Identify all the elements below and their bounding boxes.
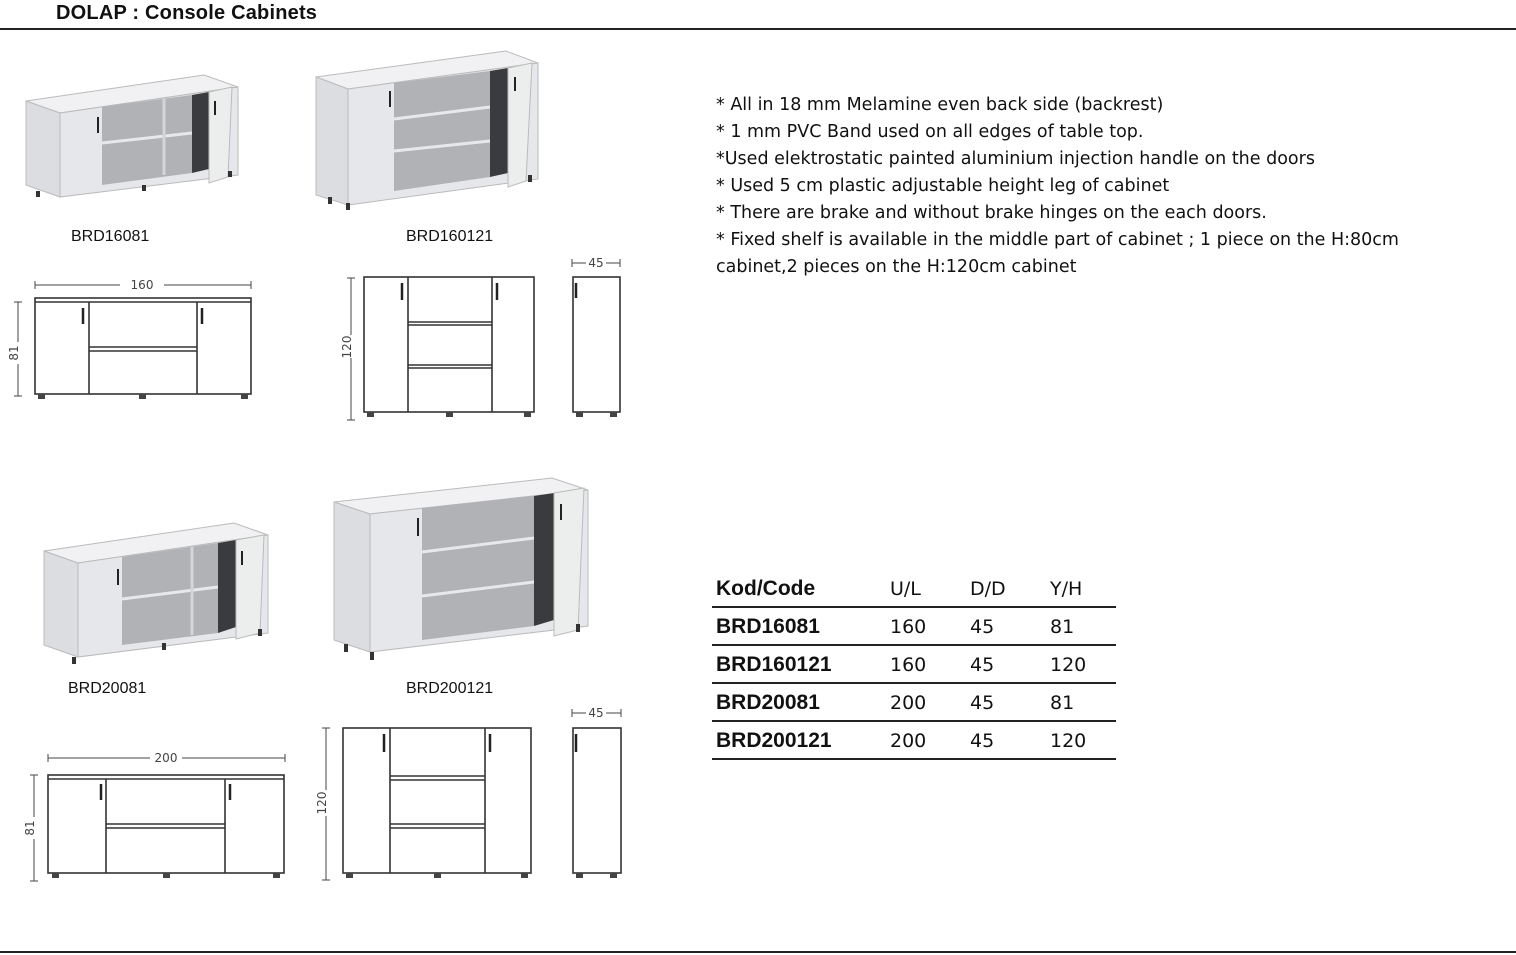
column-header-width: U/L [886, 570, 966, 607]
cabinet-render-brd160121 [312, 45, 542, 215]
cell-depth: 45 [966, 721, 1046, 759]
technical-drawing-brd16081 [8, 250, 273, 410]
column-header-code: Kod/Code [712, 570, 886, 607]
technical-drawing-brd20081 [20, 745, 295, 890]
spec-item: * Fixed shelf is available in the middle part of cabinet ; 1 piece on the H:80cm cabinet,2 pieces on the H:120cm cabinet [716, 230, 1399, 277]
width-dimension: 200 [154, 751, 178, 765]
table-row [712, 721, 1116, 759]
spec-item: * 1 mm PVC Band used on all edges of table top. [716, 122, 1144, 142]
technical-drawing-brd160121 [330, 250, 635, 425]
height-dimension: 81 [7, 345, 21, 361]
technical-drawing-brd200121 [310, 700, 635, 890]
cabinet-render-brd20081 [42, 515, 272, 670]
cell-code: BRD20081 [712, 683, 886, 721]
width-dimension: 160 [130, 278, 154, 292]
table-header-row [712, 570, 1116, 607]
spec-item: * All in 18 mm Melamine even back side (backrest) [716, 95, 1164, 115]
footer-rule [0, 951, 1516, 953]
table-row [712, 607, 1116, 645]
header-rule [0, 28, 1516, 30]
product-label: BRD20081 [68, 680, 147, 697]
cell-height: 81 [1046, 607, 1116, 645]
cell-width: 160 [886, 607, 966, 645]
cell-width: 200 [886, 721, 966, 759]
page-title: DOLAP : Console Cabinets [56, 2, 318, 24]
height-dimension: 120 [315, 791, 329, 815]
cell-depth: 45 [966, 683, 1046, 721]
table-row [712, 645, 1116, 683]
cabinet-render-brd16081 [24, 65, 244, 210]
spec-item: * Used 5 cm plastic adjustable height leg of cabinet [716, 176, 1170, 196]
product-label: BRD200121 [406, 680, 494, 697]
cell-width: 200 [886, 683, 966, 721]
product-label: BRD16081 [71, 228, 150, 245]
dimensions-table [712, 570, 1116, 760]
cell-height: 120 [1046, 721, 1116, 759]
cabinet-render-brd200121 [330, 474, 595, 664]
cell-height: 120 [1046, 645, 1116, 683]
cell-width: 160 [886, 645, 966, 683]
specifications-list [716, 92, 1486, 281]
cell-depth: 45 [966, 607, 1046, 645]
cell-height: 81 [1046, 683, 1116, 721]
depth-dimension: 45 [588, 256, 604, 270]
column-header-depth: D/D [966, 570, 1046, 607]
cell-depth: 45 [966, 645, 1046, 683]
cell-code: BRD200121 [712, 721, 886, 759]
height-dimension: 81 [23, 820, 37, 836]
cell-code: BRD160121 [712, 645, 886, 683]
column-header-height: Y/H [1046, 570, 1116, 607]
product-label: BRD160121 [406, 228, 494, 245]
cell-code: BRD16081 [712, 607, 886, 645]
spec-item: *Used elektrostatic painted aluminium injection handle on the doors [716, 149, 1315, 169]
height-dimension: 120 [340, 335, 354, 359]
depth-dimension: 45 [588, 706, 604, 720]
spec-item: * There are brake and without brake hinges on the each doors. [716, 203, 1267, 223]
table-row [712, 683, 1116, 721]
